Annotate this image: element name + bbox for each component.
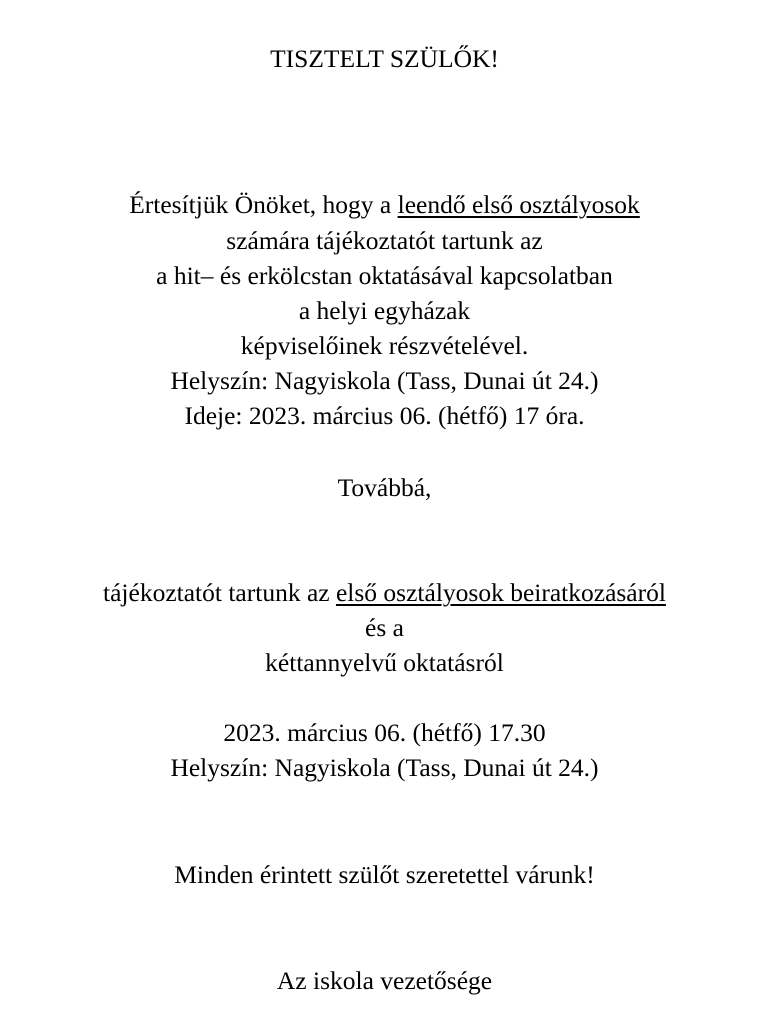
section1-time: Ideje: 2023. március 06. (hétfő) 17 óra.: [184, 401, 585, 430]
section1-line4: a helyi egyházak: [298, 296, 471, 325]
section2-line1: [0, 578, 769, 608]
section2-line3: kéttannyelvű oktatásról: [265, 648, 504, 677]
section2-line1-text: tájékoztatót tartunk az: [103, 578, 336, 607]
section1-line2: számára tájékoztatót tartunk az: [226, 226, 543, 255]
section1-line5: képviselőinek részvételével.: [240, 331, 529, 360]
signature: Az iskola vezetősége: [276, 966, 493, 995]
section1-location: Helyszín: Nagyiskola (Tass, Dunai út 24.): [170, 366, 599, 395]
section2-line2: és a: [365, 613, 404, 642]
section1-line1-text: Értesítjük Önöket, hogy a: [129, 190, 398, 219]
section2-underlined-phrase: első osztályosok beiratkozásáról: [335, 578, 666, 607]
closing-text: Minden érintett szülőt szeretettel várunk!: [174, 860, 595, 889]
transition-text: Továbbá,: [337, 473, 432, 502]
section1-underlined-phrase: leendő első osztályosok: [397, 190, 640, 219]
section1-line3: a hit– és erkölcstan oktatásával kapcsolatban: [156, 261, 613, 290]
section2-location: Helyszín: Nagyiskola (Tass, Dunai út 24.): [170, 753, 599, 782]
section2-time: 2023. március 06. (hétfő) 17.30: [223, 718, 546, 747]
section1-line1: [0, 190, 769, 220]
page-heading: TISZTELT SZÜLŐK!: [270, 44, 499, 73]
